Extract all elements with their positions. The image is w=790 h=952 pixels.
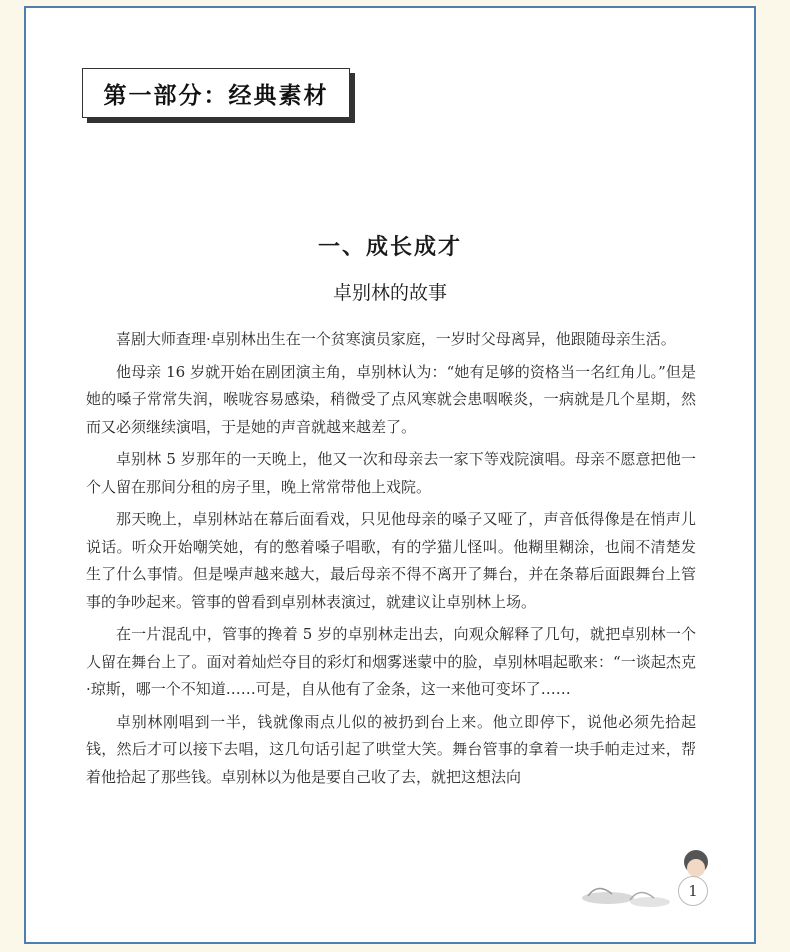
- paragraph: 那天晚上，卓别林站在幕后面看戏，只见他母亲的嗓子又哑了，声音低得像是在悄声儿说话。听众开始嘲笑她，有的憋着嗓子唱歌，有的学猫儿怪叫。他糊里糊涂，也闹不清楚发生了什么事情。但是噪声越来越大，最后母亲不得不离开了舞台，并在条幕后面跟舞台上管事的争吵起来。管事的曾看到卓别林表演过，就建议让卓别林上场。: [86, 510, 696, 611]
- chapter-title: 一、成长成才: [317, 234, 462, 260]
- paragraph: 卓别林 5 岁那年的一天晚上，他又一次和母亲去一家下等戏院演唱。母亲不愿意把他一个人留在那间分租的房子里，晚上常常带他上戏院。: [86, 450, 696, 496]
- paragraph: 卓别林刚唱到一半，钱就像雨点儿似的被扔到台上来。他立即停下，说他必须先拾起钱，然后才可以接下去唱，这几句话引起了哄堂大笑。舞台管事的拿着一块手帕走过来，帮着他拾起了那些钱。卓别林以为他是要自己收了去，就把这想法向: [86, 712, 696, 786]
- paragraph: 喜剧大师查理·卓别林出生在一个贫寒演员家庭，一岁时父母离异，他跟随母亲生活。: [116, 330, 676, 348]
- book-page: [24, 6, 756, 944]
- page-number: 1: [678, 876, 708, 906]
- part-heading: 第一部分：经典素材: [82, 68, 350, 118]
- body-text: [86, 326, 696, 796]
- story-title: 卓别林的故事: [332, 282, 447, 304]
- paragraph: 在一片混乱中，管事的搀着 5 岁的卓别林走出去，向观众解释了几句，就把卓别林一个人留在舞台上了。面对着灿烂夺目的彩灯和烟雾迷蒙中的脸，卓别林唱起歌来：“一谈起杰克·琼斯，哪一个不知道……可是，自从他有了金条，这一来他可变坏了……: [86, 625, 696, 698]
- paragraph: 他母亲 16 岁就开始在剧团演主角，卓别林认为：“她有足够的资格当一名红角儿。”但是她的嗓子常常失润，喉咙容易感染，稍微受了点风寒就会患咽喉炎，一病就是几个星期，然而又必须继续演唱，于是她的声音就越来越差了。: [86, 362, 696, 436]
